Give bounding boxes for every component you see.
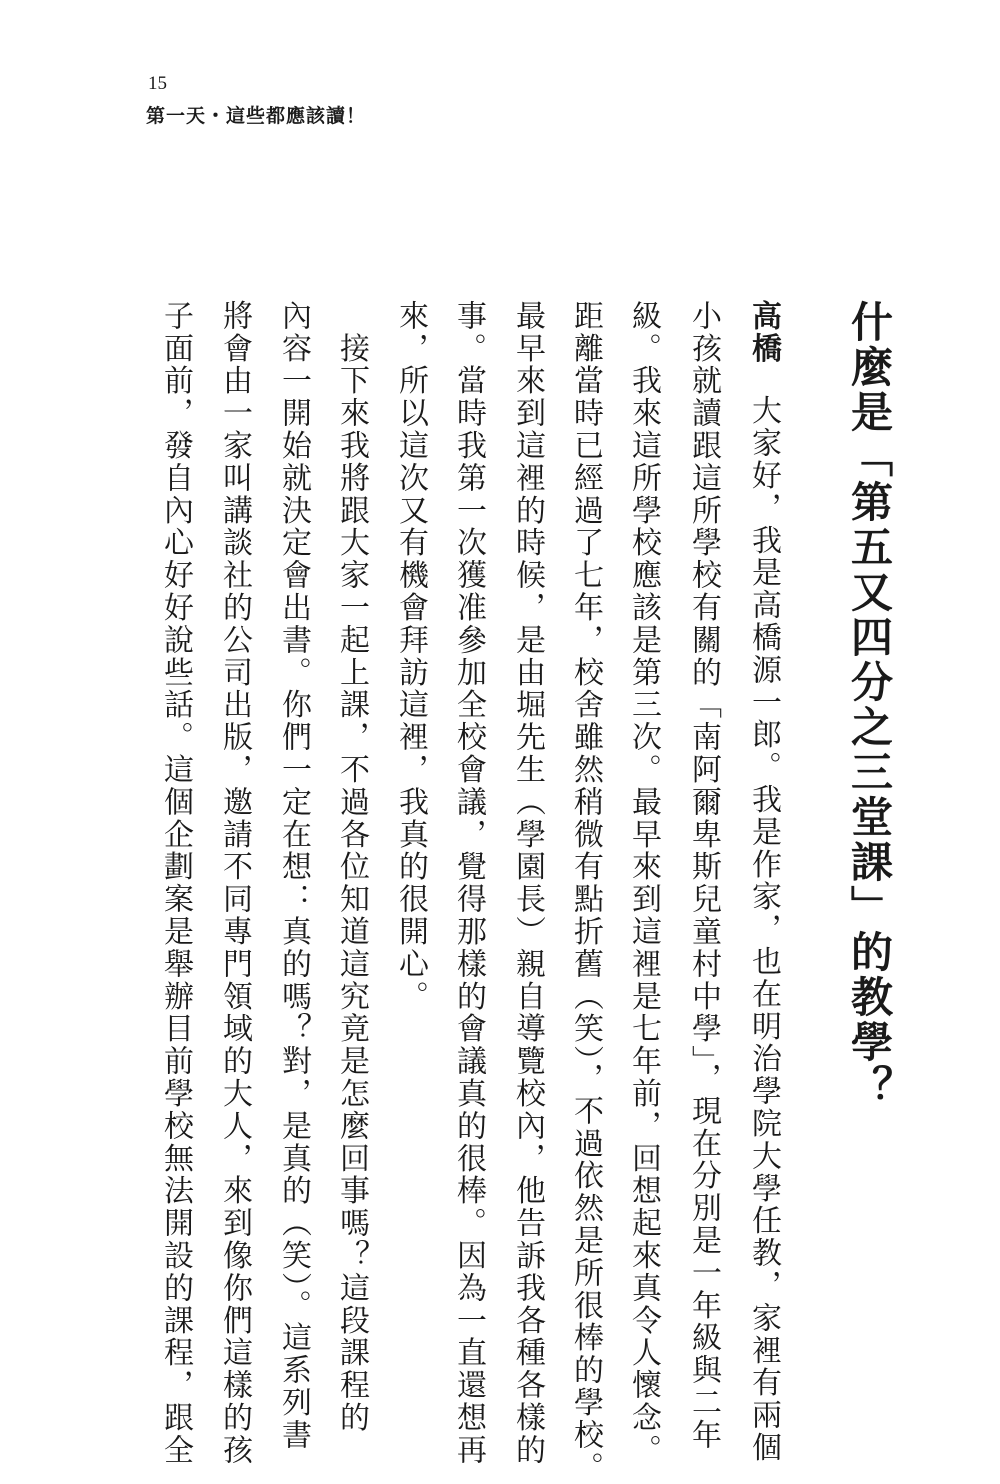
text-column-5: 最早來到這裡的時候，是由堀先生（學園長）親自導覽校內，他告訴我各種各樣的	[510, 300, 545, 1467]
text-column-1	[738, 300, 781, 1465]
text-column-9: 內容一開始就決定會出書。你們一定在想：真的嗎？對，是真的（笑）。這系列書	[276, 300, 311, 1452]
speaker-name: 高橋	[746, 300, 781, 365]
section-heading: 什麼是「第五又四分之三堂課」的教學？	[845, 300, 894, 1110]
text-column-3: 級。我來這所學校應該是第三次。最早來到這裡是七年前，回想起來真令人懷念。	[626, 300, 661, 1467]
text-column-2: 小孩就讀跟這所學校有關的「南阿爾卑斯兒童村中學」，現在分別是一年級與二年	[686, 300, 721, 1452]
text-column-8: 接下來我將跟大家一起上課，不過各位知道這究竟是怎麼回事嗎？這段課程的	[334, 300, 369, 1434]
chapter-title: 第一天・這些都應該讀！	[146, 105, 367, 127]
paragraph-line: 大家好，我是高橋源一郎。我是作家，也在明治學院大學任教，家裡有兩個	[746, 394, 781, 1465]
text-column-7: 來，所以這次又有機會拜訪這裡，我真的很開心。	[393, 300, 428, 1013]
text-column-10: 將會由一家叫講談社的公司出版，邀請不同專門領域的大人，來到像你們這樣的孩	[217, 300, 252, 1467]
text-column-4: 距離當時已經過了七年，校舍雖然稍微有點折舊（笑），不過依然是所很棒的學校。	[568, 300, 603, 1484]
page-number: 15	[148, 73, 167, 94]
text-column-11: 子面前，發自內心好好說些話。這個企劃案是舉辦目前學校無法開設的課程，跟全	[158, 300, 193, 1467]
text-column-6: 事。當時我第一次獲准參加全校會議，覺得那樣的會議真的很棒。因為一直還想再	[451, 300, 486, 1467]
